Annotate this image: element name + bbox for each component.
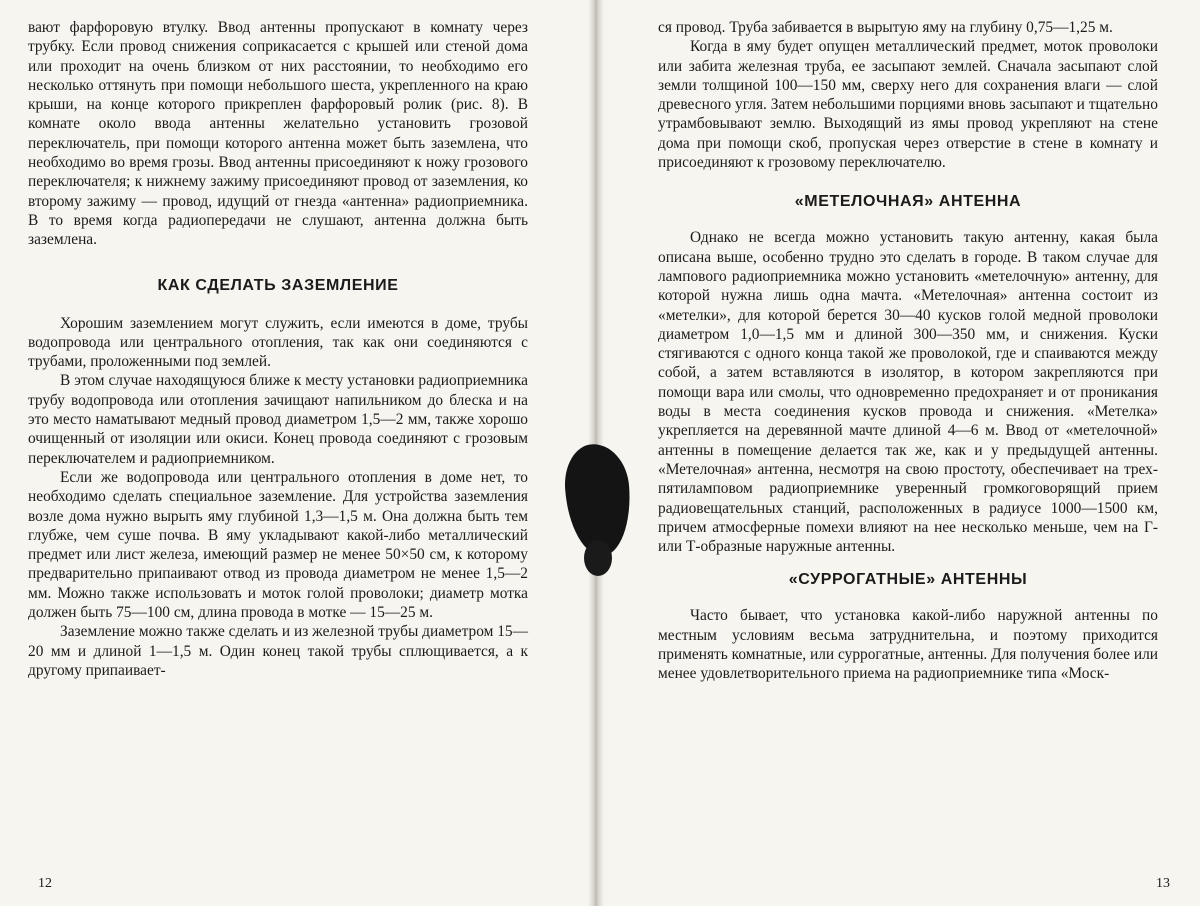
heading-grounding: КАК СДЕЛАТЬ ЗАЗЕМЛЕНИЕ — [157, 276, 399, 294]
right-paragraph-2: Когда в яму будет опущен металлический предмет, моток проволоки или забита железная труба, ее засыпают землей. Сначала засыпают слой земли толщиной 100—150 мм, сверху него для сохранения влаги — слой древесного угля. Затем небольшими порциями вновь засыпают и тщательно утрамбовывают землю. Выходящий из ямы провод укрепляют на стене дома при помощи скоб, пропуская через отверстие в стене в комнату и присоединяют к грозовому переключателю. — [658, 38, 1158, 172]
heading-surrogate-antennas: «СУРРОГАТНЫЕ» АНТЕННЫ — [788, 571, 1028, 589]
right-page-number: 13 — [1156, 876, 1170, 891]
left-text-column — [28, 18, 528, 680]
left-paragraph-2: Хорошим заземлением могут служить, если имеются в доме, трубы водопровода или центрального отопления, так как они соединяются с трубами, проложенными под землей. — [28, 314, 528, 371]
left-page-number: 12 — [38, 876, 52, 891]
left-paragraph-3: В этом случае находящуюся ближе к месту установки радиоприемника трубу водопровода или отопления зачищают напильником до блеска и на это место наматывают медный провод диаметром 1,5—2 мм, также хорошо очищенный от изоляции или окиси. Конец провода соединяют с грозовым переключателем и радиоприемником. — [28, 372, 528, 467]
left-paragraph-5: Заземление можно также сделать и из железной трубы диаметром 15—20 мм и длиной 1—1,5 м. Один конец такой трубы сплющивается, а к другому припаивает- — [28, 623, 528, 679]
left-page — [0, 0, 588, 906]
left-paragraph-4: Если же водопровода или центрального отопления в доме нет, то необходимо сделать специальное заземление. Для устройства заземления возле дома нужно вырыть яму глубиной 1,3—1,5 м. Она должна быть тем глубже, чем суше почва. В яму укладывают какой-либо металлический предмет или лист железа, имеющий размер не менее 50×50 см, к которому предварительно припаивают отвод из провода диаметром не менее 1,5—2 мм. Можно также использовать и моток голой проволоки; диаметр мотка должен быть 75—100 см, длина провода в мотке — 15—25 м. — [28, 468, 528, 622]
right-paragraph-3: Однако не всегда можно установить такую антенну, какая была описана выше, особенно трудно это сделать в городе. В таком случае для лампового радиоприемника можно установить «метелочную» антенну, для которой нужна лишь одна мачта. «Метелочная» антенна состоит из «метелки», для которой берется 30—40 кусков голой медной проволоки диаметром 1,0—1,5 мм и длиной 300—350 мм, и снижения. Куски стягиваются с одного конца такой же проволокой, где и спаиваются между собой, а затем вставляются в изолятор, в котором закрепляются при помощи вара или смолы, что одновременно предохраняет и от проникания воды в места соединения кусков провода и снижения. «Метелка» укрепляется на деревянной мачте длиной 4—6 м. Ввод от «метелочной» антенны в помещение делается так же, как и у предыдущей антенны. «Метелочная» антенна, несмотря на свою простоту, обеспечивает на трех-пятиламповом радиоприемнике уверенный громкоговорящий прием радиовещательных станций, расположенных в радиусе 1000—1500 км, причем атмосферные помехи влияют на нее несколько меньше, чем на Г- или Т-образные наружные антенны. — [658, 229, 1158, 556]
heading-broom-antenna: «МЕТЕЛОЧНАЯ» АНТЕННА — [794, 193, 1022, 211]
right-text-column — [658, 18, 1158, 684]
right-paragraph-1: ся провод. Труба забивается в вырытую яму на глубину 0,75—1,25 м. — [658, 19, 1113, 36]
right-paragraph-4: Часто бывает, что установка какой-либо наружной антенны по местным условиям весьма затруднительна, и поэтому приходится применять комнатные, или суррогатные, антенны. Для получения более или менее удовлетворительного приема на радиоприемнике типа «Моск- — [658, 607, 1158, 683]
left-paragraph-1: вают фарфоровую втулку. Ввод антенны пропускают в комнату через трубку. Если провод снижения соприкасается с крышей или стеной дома или проходит на очень близком от них расстоянии, то необходимо его несколько оттянуть при помощи небольшого шеста, укрепленного на краю крыши, на конце которого прикреплен фарфоровый ролик (рис. 8). В комнате около ввода антенны желательно установить грозовой переключатель, при помощи которого антенна может быть заземлена, что необходимо во время грозы. Ввод антенны присоединяют к ножу грозового переключателя; к нижнему зажиму присоединяют провод от заземления, ко второму зажиму — провод, идущий от гнезда «антенна» радиоприемника. В то время когда радиопередачи не слушают, антенна должна быть заземлена. — [28, 19, 528, 249]
right-page — [604, 0, 1200, 906]
